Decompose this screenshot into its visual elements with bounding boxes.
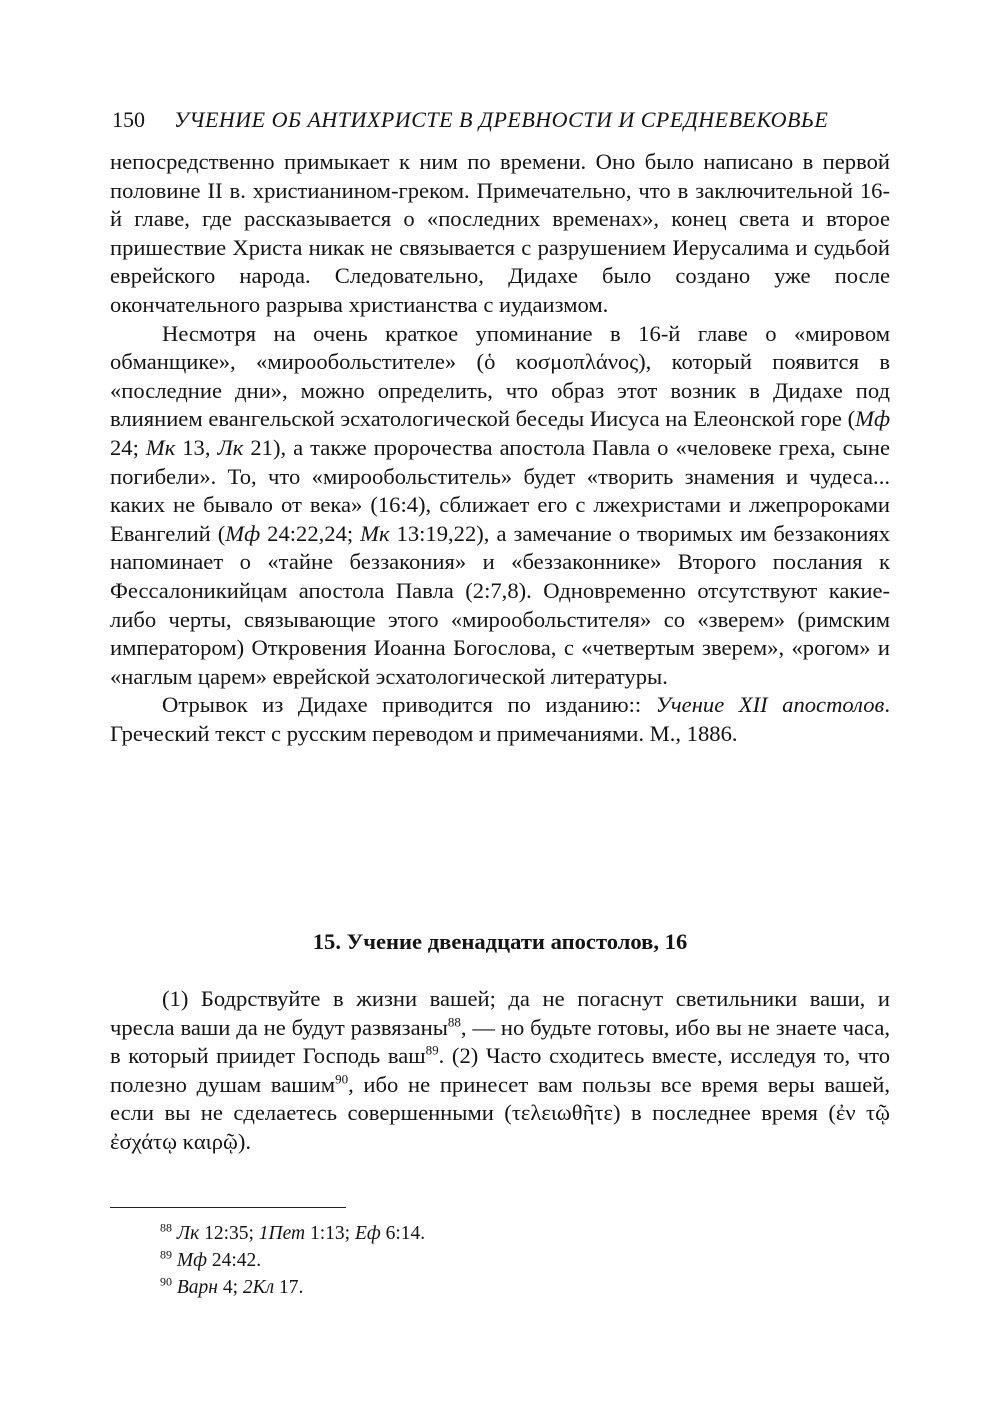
footnote-ref[interactable]: 89 [425,1042,439,1058]
footnote-number: 88 [160,1220,172,1235]
text-run: (1) Бодрствуйте в жизни вашей; да не погаснут светильники ваши, и чресла ваши да не будут развязаны [110,986,890,1040]
section-heading: 15. Учение двенадцати апостолов, 16 [312,929,688,954]
text-run: 12:35; [199,1223,259,1244]
paragraph-4 [110,985,890,1157]
bible-ref: Лк [176,1223,200,1244]
text-run: . (2) Часто сходитесь вместе, исследуя то, что полезно душам вашим [110,1043,891,1097]
bible-ref: 1Пет [258,1223,306,1244]
footnote-number: 90 [160,1274,172,1289]
text-run: 4; [217,1277,243,1298]
text-run: . Греческий текст с русским переводом и примечаниями. М., 1886. [110,692,891,746]
text-run: 24:22,24; [260,520,361,546]
bible-ref: Еф [354,1223,381,1244]
footnote-90 [160,1274,760,1301]
footnote-number: 89 [160,1247,172,1262]
bible-ref: Мф [855,406,890,432]
paragraph-1: непосредственно примыкает к ним по времени. Оно было написано в первой половине II в. христианином-греком. Примечательно, что в заключительной 16-й главе, где рассказывается о «последних временах», конец света и второе пришествие Христа никак не связывается с разрушением Иерусалима и судьбой еврейского народа. Следовательно, Дидахе было создано уже после окончательного разрыва христианства с иудаизмом. [110,149,890,317]
book-title: Учение XII апостолов [655,692,885,718]
bible-ref: Мк [360,520,390,546]
text-run: , — но будьте готовы, ибо вы не знаете часа, в который приидет Господь ваш [110,1014,890,1069]
running-header [112,103,892,137]
page-number: 150 [112,107,145,132]
text-run: 24; [110,434,146,460]
paragraph-2 [110,320,890,692]
text-run: 24:42. [206,1250,262,1271]
text-run: 13, [175,434,218,460]
text-run: 1:13; [305,1223,355,1244]
footnote-ref[interactable]: 88 [447,1014,461,1030]
bible-ref: 2Кл [242,1277,275,1298]
bible-ref: Мф [176,1250,207,1271]
bible-ref: Лк [217,434,244,460]
footnote-ref[interactable]: 90 [335,1071,349,1087]
text-run: Несмотря на очень краткое упоминание в 16-й главе о «мировом обманщике», «мирообольстителе» (ὁ κοσμοπλάνος), который появится в «последние дни», можно определить, что образ этот возник в Дидахе под влиянием евангельской эсхатологической беседы Иисуса на Елеонской горе ( [110,320,890,432]
text-run: Отрывок из Дидахе приводится по изданию:: [162,692,656,718]
footnote-divider [110,1207,346,1208]
bible-ref: Мк [145,434,176,460]
bible-ref: Мф [225,520,261,546]
running-title: УЧЕНИЕ ОБ АНТИХРИСТЕ В ДРЕВНОСТИ И СРЕДНЕВЕКОВЬЕ [174,107,829,132]
footnote-89 [160,1247,760,1274]
text-run: 6:14. [380,1223,426,1244]
footnote-88 [160,1220,760,1247]
text-run: 21), а также пророчества апостола Павла о «человеке греха, сыне погибели». То, что «мирообольститель» будет «творить знамения и чудеса... каких не бывало от века» (16:4), сближает его с лжехристами и лжепророками Евангелий ( [110,434,890,546]
paragraph-3 [110,691,890,748]
text-run: 13:19,22), а замечание о творимых им беззакониях напоминает о «тайне беззакония» и «беззаконнике» Второго послания к Фессалоникийцам апостола Павла (2:7,8). Одновременно отсутствуют какие-либо черты, связывающие этого «мирообольстителя» со «зверем» (римским императором) Откровения Иоанна Богослова, с «четвертым зверем», «рогом» и «наглым царем» еврейской эсхатологической литературы. [110,520,891,689]
footnotes [160,1220,760,1301]
main-text [110,148,890,748]
bible-ref: Варн [176,1277,218,1298]
quoted-text [110,985,890,1157]
text-run: 17. [274,1277,304,1298]
text-run: , ибо не принесет вам пользы все время веры вашей, если вы не сделаетесь совершенными (τελειωθῆτε) в последнее время (ἐν τῷ ἐσχάτῳ καιρῷ). [110,1071,890,1154]
